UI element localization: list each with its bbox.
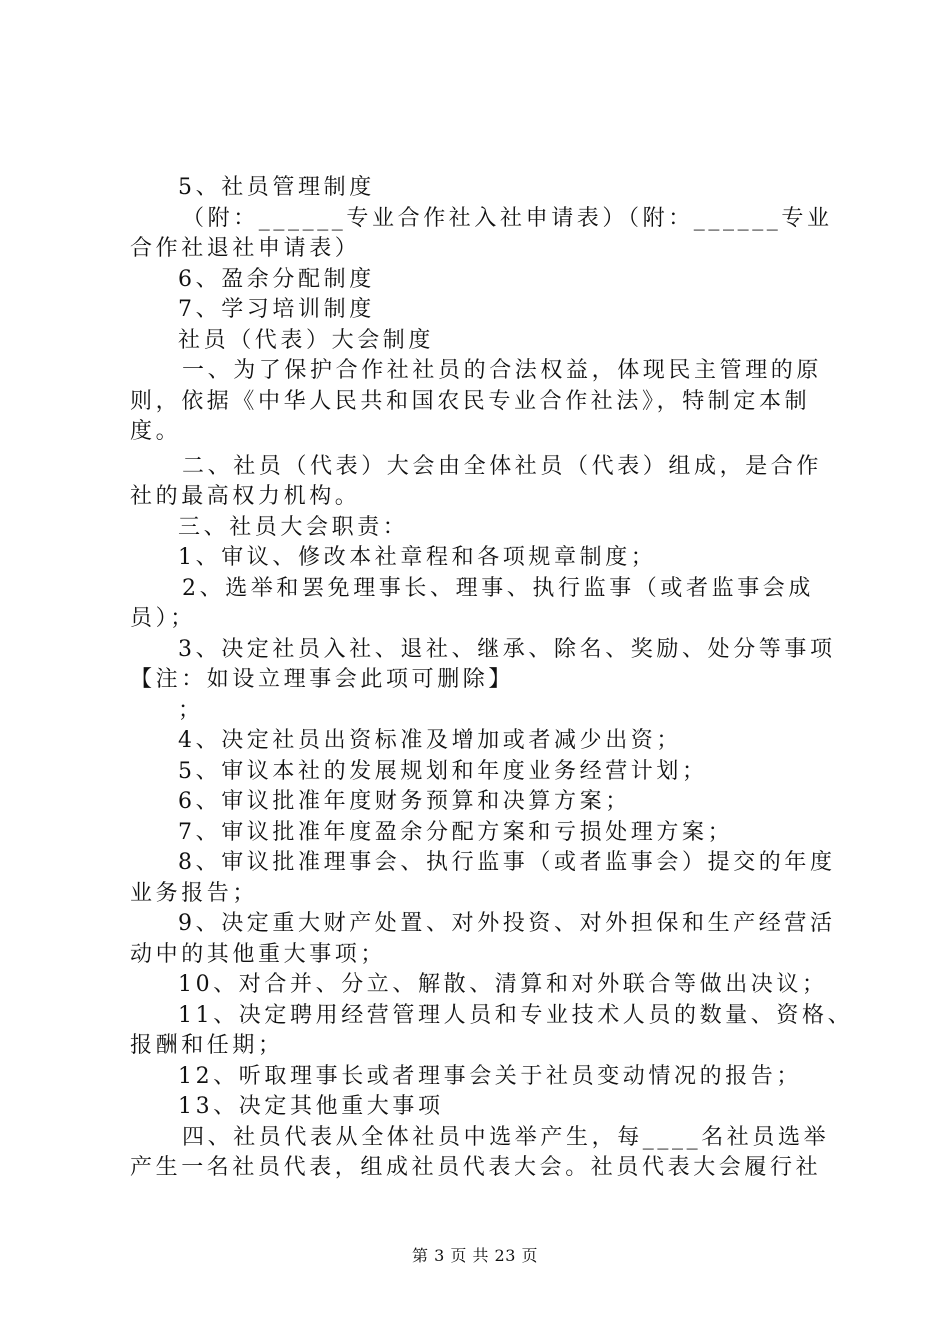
- text-line: ；: [178, 697, 204, 723]
- text-line: 1、审议、修改本社章程和各项规章制度；: [178, 545, 657, 570]
- text-line: 6、盈余分配制度: [178, 266, 375, 292]
- text-line: 员）；: [130, 606, 196, 631]
- text-line: 13、决定其他重大事项: [178, 1094, 444, 1119]
- text-line: 5、社员管理制度: [178, 175, 375, 200]
- text-line: 7、审议批准年度盈余分配方案和亏损处理方案；: [178, 819, 734, 845]
- text-line: 12、听取理事长或者理事会关于社员变动情况的报告；: [178, 1063, 802, 1089]
- text-line: 3、决定社员入社、退社、继承、除名、奖励、处分等事项: [178, 636, 836, 662]
- text-line: 9、决定重大财产处置、对外投资、对外担保和生产经营活: [178, 911, 836, 936]
- section-heading: 社员（代表）大会制度: [178, 327, 435, 353]
- page-number-footer: 第 3 页 共 23 页: [412, 1246, 538, 1265]
- text-line: 8、审议批准理事会、执行监事（或者监事会）提交的年度: [178, 850, 836, 875]
- text-line: 2、选举和罢免理事长、理事、执行监事（或者监事会成: [182, 575, 814, 601]
- text-line: 6、审议批准年度财务预算和决算方案；: [178, 789, 631, 814]
- text-line: 5、审议本社的发展规划和年度业务经营计划；: [178, 758, 708, 784]
- text-line: 产生一名社员代表，组成社员代表大会。社员代表大会履行社: [130, 1155, 822, 1180]
- document-body: [130, 173, 854, 1184]
- text-line: 4、决定社员出资标准及增加或者减少出资；: [178, 728, 682, 753]
- text-line: 度。: [130, 419, 182, 444]
- text-line: 报酬和任期；: [130, 1033, 284, 1058]
- text-line: 业务报告；: [130, 880, 259, 906]
- text-line: 二、社员（代表）大会由全体社员（代表）组成，是合作: [182, 453, 823, 479]
- text-line: 合作社退社申请表）: [130, 236, 361, 261]
- text-line: 11、决定聘用经营管理人员和专业技术人员的数量、资格、: [178, 1002, 854, 1028]
- text-line: 则，依据《中华人民共和国农民专业合作社法》，特制定本制: [130, 388, 811, 414]
- text-line: 三、社员大会职责：: [178, 514, 409, 540]
- text-line: 10、对合并、分立、解散、清算和对外联合等做出决议；: [178, 972, 828, 997]
- text-line: 【注：如设立理事会此项可删除】: [130, 667, 515, 692]
- text-line: 社的最高权力机构。: [130, 484, 361, 509]
- text-line: 动中的其他重大事项；: [130, 941, 387, 967]
- text-line: 7、学习培训制度: [178, 297, 375, 322]
- text-line: 一、为了保护合作社社员的合法权益，体现民主管理的原: [182, 358, 823, 383]
- text-line: （附：______专业合作社入社申请表）（附：______专业: [182, 205, 833, 231]
- text-line: 四、社员代表从全体社员中选举产生，每____名社员选举: [182, 1124, 830, 1150]
